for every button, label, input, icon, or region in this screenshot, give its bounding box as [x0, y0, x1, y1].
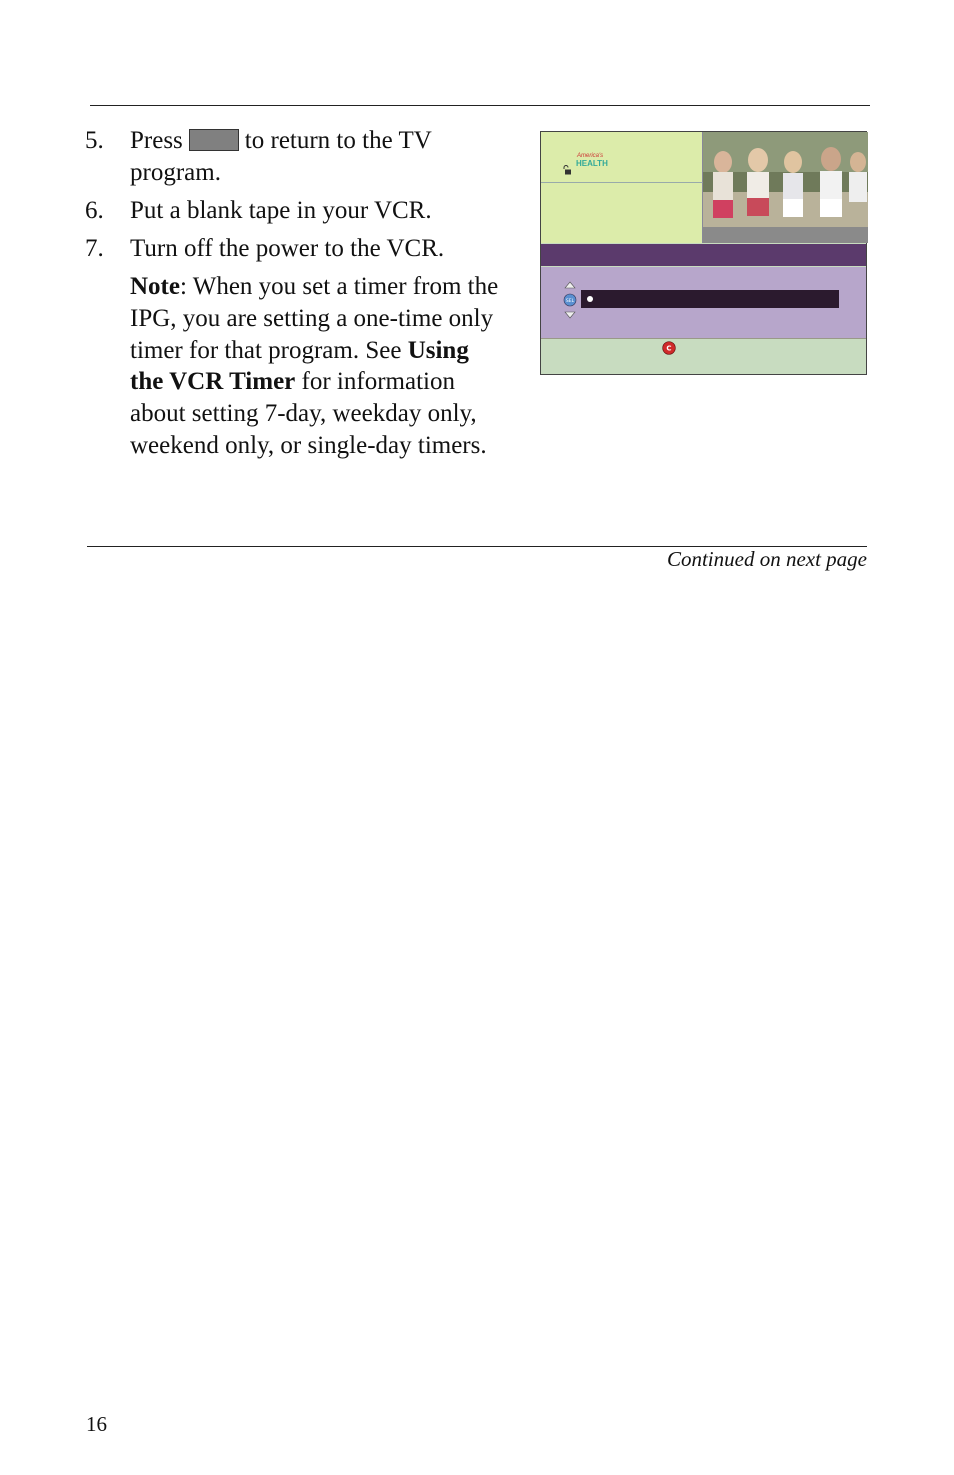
- step-number: 7.: [85, 235, 104, 262]
- help-strip: [541, 339, 866, 374]
- step-7: [85, 233, 505, 265]
- step-text: Turn off the power to the VCR.: [130, 235, 445, 262]
- sel-arrows-icon: [563, 281, 577, 319]
- svg-text:SEL: SEL: [565, 299, 575, 304]
- channel-logo: HEALTH: [576, 159, 608, 168]
- unlock-icon: [563, 165, 571, 175]
- vcr-timer-reference: Using the VCR Timer: [130, 336, 469, 396]
- svg-text:C: C: [666, 344, 672, 353]
- note-text-end: for information about setting 7-day, weekday only, weekend only, or single-day timers.: [130, 368, 487, 459]
- step-text: Put a blank tape in your VCR.: [130, 197, 432, 224]
- instruction-steps: [85, 125, 505, 462]
- step-number: 5.: [85, 127, 104, 154]
- video-status-bar: [703, 227, 868, 243]
- note-text: : When you set a timer from the IPG, you are setting a one-time only timer for that program. See: [130, 273, 499, 364]
- note-paragraph: [85, 271, 505, 462]
- video-preview-window: [703, 132, 868, 243]
- note-label: Note: [130, 273, 180, 300]
- step-number: 6.: [85, 197, 104, 224]
- program-description-panel: [541, 183, 703, 243]
- c-button-icon: [662, 341, 676, 355]
- continued-note: Continued on next page: [666, 547, 867, 571]
- timer-options-panel: [541, 267, 866, 339]
- bullet-icon: [587, 296, 593, 302]
- remote-button-icon: [189, 129, 239, 151]
- step-text-after: to return to the TV program.: [130, 127, 432, 186]
- step-text-before: Press: [130, 127, 183, 154]
- channel-logo-small: America's: [577, 153, 604, 159]
- runners-photo: [703, 132, 868, 227]
- step-5: [85, 125, 505, 189]
- step-6: [85, 195, 505, 227]
- menu-title-bar: [541, 244, 866, 266]
- top-rule: [90, 105, 870, 106]
- program-info-panel: [541, 132, 703, 183]
- tv-screen-illustration: [540, 131, 867, 375]
- selection-field: [581, 290, 839, 308]
- page-number: 16: [86, 1412, 107, 1436]
